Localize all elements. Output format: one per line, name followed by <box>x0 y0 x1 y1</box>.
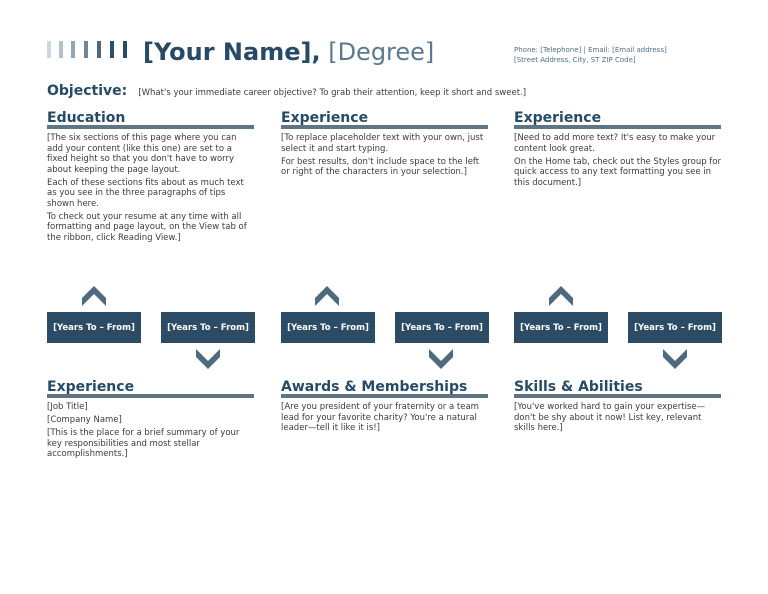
section-paragraph: Each of these sections fits about as much text as you see in the three paragraphs of tips shown here. <box>47 177 244 209</box>
objective <box>47 80 526 99</box>
bar-3 <box>71 41 75 58</box>
bar-4 <box>84 41 88 58</box>
section-heading: Education <box>47 110 254 129</box>
bar-6 <box>110 41 114 58</box>
company-name: [Company Name] <box>47 415 122 425</box>
section-paragraph: [Need to add more text? It's easy to make your content look great. <box>514 133 716 154</box>
section-paragraph: On the Home tab, check out the Styles group for quick access to any text formatting you see in this document.] <box>514 156 721 188</box>
degree[interactable]: [Degree] <box>328 38 435 66</box>
bar-7 <box>123 41 127 58</box>
timeline-years-box[interactable]: [Years To – From] <box>281 312 375 343</box>
timeline-years-box[interactable]: [Years To – From] <box>514 312 608 343</box>
bar-5 <box>97 41 101 58</box>
bar-1 <box>47 41 51 58</box>
section-body[interactable] <box>514 133 721 188</box>
timeline-years-box[interactable]: [Years To – From] <box>47 312 141 343</box>
timeline-years-box[interactable]: [Years To – From] <box>161 312 255 343</box>
section-body[interactable] <box>281 133 488 178</box>
job-title: [Job Title] <box>47 402 88 412</box>
bar-2 <box>59 41 63 58</box>
section-heading: Skills & Abilities <box>514 379 721 398</box>
contact-info <box>514 45 667 65</box>
section-body[interactable] <box>281 402 488 434</box>
section-heading: Experience <box>281 110 488 129</box>
section-paragraph: [Are you president of your fraternity or a team lead for your favorite charity? You're a natural leader—tell it like it is!] <box>281 402 479 433</box>
section-body[interactable] <box>47 133 254 243</box>
contact-address[interactable]: [Street Address, City, ST ZIP Code] <box>514 56 636 64</box>
section-paragraph: For best results, don't include space to the left or right of the characters in your selection.] <box>281 156 480 177</box>
timeline-years-box[interactable]: [Years To – From] <box>395 312 489 343</box>
chevron-up-icon <box>315 286 339 306</box>
section-education <box>47 110 254 246</box>
section-heading: Experience <box>47 379 254 398</box>
section-paragraph: To check out your resume at any time with all formatting and page layout, on the View tab of the ribbon, click Reading View.] <box>47 211 247 243</box>
objective-label: Objective: <box>47 83 128 99</box>
section-experience-1 <box>281 110 488 180</box>
section-experience-3 <box>47 379 254 462</box>
section-paragraph: [This is the place for a brief summary of your key responsibilities and most stellar accomplishments.] <box>47 428 240 459</box>
chevron-down-icon <box>663 349 687 369</box>
section-experience-2 <box>514 110 721 191</box>
section-heading: Awards & Memberships <box>281 379 488 398</box>
chevron-down-icon <box>429 349 453 369</box>
section-paragraph: [You've worked hard to gain your expertise—don't be shy about it now! List key, relevant skills here.] <box>514 402 706 433</box>
objective-text[interactable]: [What's your immediate career objective? To grab their attention, keep it short and sweet.] <box>138 88 527 98</box>
section-body[interactable] <box>514 402 721 434</box>
section-paragraph: [To replace placeholder text with your own, just select it and start typing. <box>281 133 484 154</box>
section-paragraph: [The six sections of this page where you can add your content (like this one) are set to a fixed height so that you don't have to worry about keeping the page layout. <box>47 133 237 175</box>
section-heading: Experience <box>514 110 721 129</box>
section-awards <box>281 379 488 436</box>
chevron-up-icon <box>82 286 106 306</box>
section-skills <box>514 379 721 436</box>
section-body[interactable] <box>47 402 254 460</box>
timeline-years-box[interactable]: [Years To – From] <box>628 312 722 343</box>
contact-phone-email[interactable]: Phone: [Telephone] | Email: [Email address] <box>514 46 667 54</box>
chevron-up-icon <box>549 286 573 306</box>
chevron-down-icon <box>196 349 220 369</box>
name-line <box>143 38 434 66</box>
your-name[interactable]: [Your Name], <box>143 38 321 66</box>
